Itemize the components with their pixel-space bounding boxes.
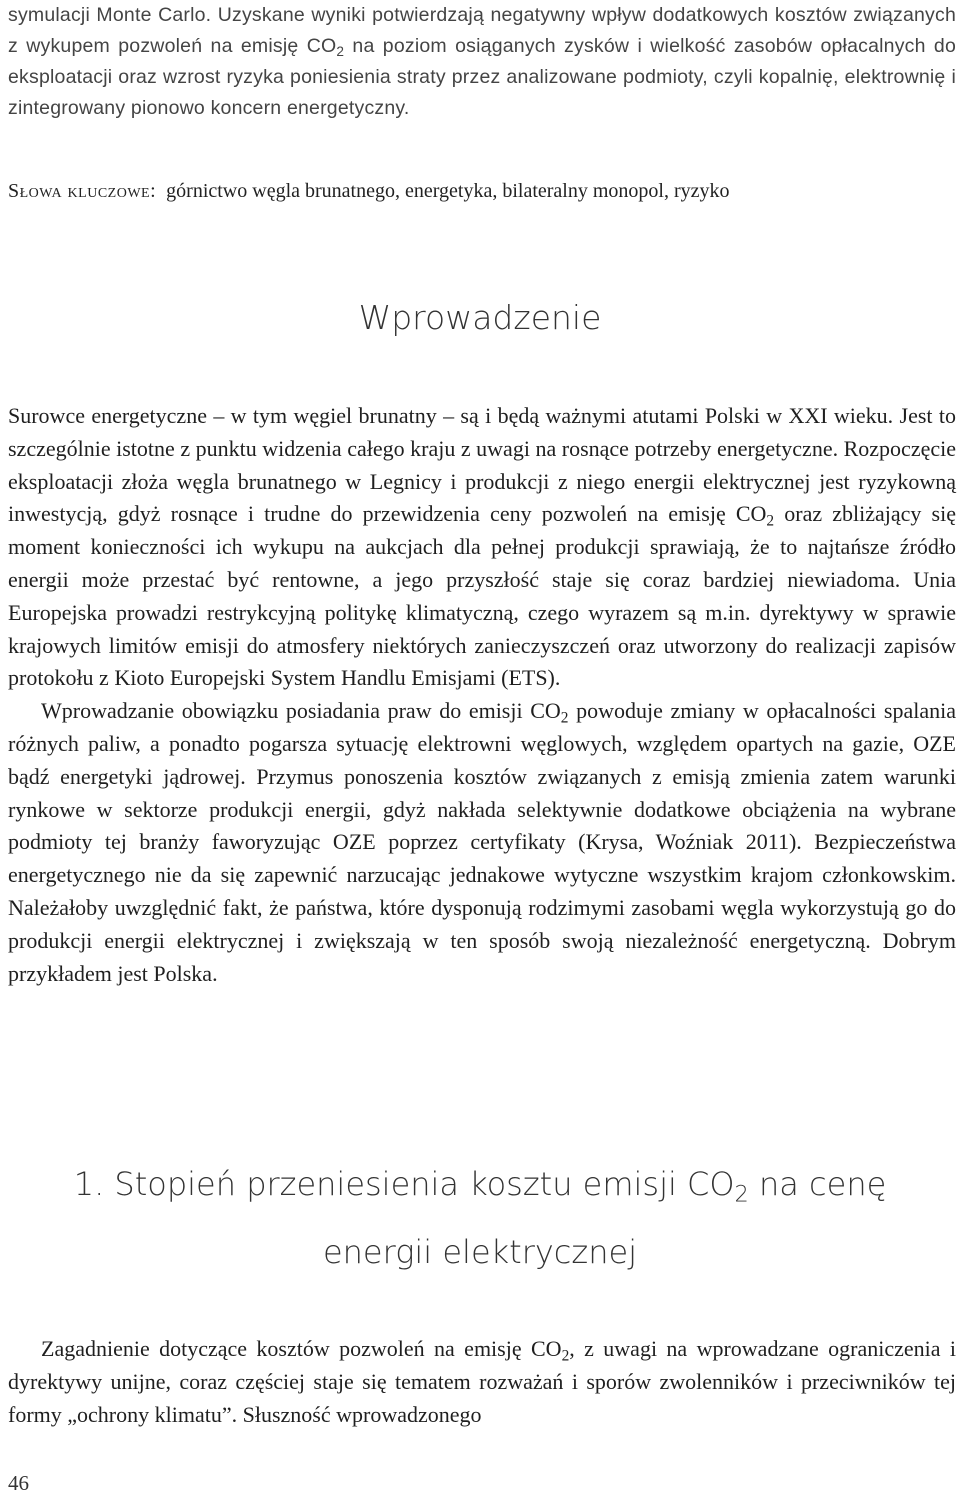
abstract-text-end: na poziom osiąganych zysków i wielkość zasobów opłacalnych do eksploatacji oraz wzrost ryzyka poniesienia straty przez analizowane podmioty, czyli kopalnię, elektrownię i zintegrowany pionowo koncern energetyczny. [8,35,956,119]
page-number: 46 [8,1471,29,1495]
intro-text: powoduje zmiany w opłacalności spalania różnych paliw, a ponadto pogarsza sytuację elektrowni węglowych, względem opartych na gazie, OZE bądź energetyki jądrowej. Przymus ponoszenia kosztów związanych z emisją zmienia zatem warunki rynkowe w sektorze produkcji energii, gdyż nakłada selektywnie dodatkowe obciążenia na wybrane podmioty tej branży faworyzując OZE poprzez certyfikaty (Krysa, Woźniak 2011). Bezpieczeństwa energetycznego nie da się zapewnić narzucając jednakowe wytyczne wszystkim krajom członkowskim. Należałoby uwzględnić fakt, że państwa, które dysponują rodzimymi zasobami węgla wykorzystują go do produkcji energii elektrycznej i zwiększają w ten sposób swoją niezależność energetyczną. Dobrym przykładem jest Polska. [8,698,956,986]
keywords [8,176,956,206]
intro-body [8,400,956,990]
keywords-text: górnictwo węgla brunatnego, energetyka, bilateralny monopol, ryzyko [166,180,730,202]
section-paragraph [8,1332,956,1431]
section-heading [20,1150,940,1286]
abstract-paragraph [8,0,956,124]
section-body [8,1332,956,1431]
section-text: Zagadnienie dotyczące kosztów pozwoleń na emisję CO [41,1336,562,1361]
abstract [8,0,956,124]
intro-text: Surowce energetyczne – w tym węgiel brunatny – są i będą ważnymi atutami Polski w XXI wieku. Jest to szczególnie istotne z punktu widzenia całego kraju z uwagi na rosnące potrzeby energetyczne. Rozpoczęcie eksploatacji złoża węgla brunatnego w Legnicy i produkcji z niego energii elektrycznej jest ryzykowną inwestycją, gdyż rosnące i trudne do przewidzenia ceny pozwoleń na emisję CO [8,403,956,527]
subscript: 2 [734,1181,749,1208]
subscript: 2 [766,513,775,530]
intro-text: Wprowadzanie obowiązku posiadania praw do emisji CO [41,698,561,724]
intro-heading: Wprowadzenie [358,298,602,337]
keywords-label: Słowa kluczowe: [8,180,157,202]
section-heading-text: 1. Stopień przeniesienia kosztu emisji CO [73,1165,735,1203]
subscript: 2 [560,709,569,727]
intro-text: oraz zbliżający się moment konieczności ich wykupu na aukcjach dla pełnej produkcji sprawiają, że to najtańsze źródło energii może przestać być rentowne, a jego przyszłość staje się coraz bardziej niewiadoma. Unia Europejska prowadzi restrykcyjną politykę klimatyczną, czego wyrazem są m.in. dyrektywy w sprawie krajowych limitów emisji do atmosfery niektórych zanieczyszczeń oraz utworzony do realizacji zapisów protokołu z Kioto Europejski System Handlu Emisjami (ETS). [8,501,956,691]
subscript: 2 [336,44,345,60]
abstract-text: symulacji Monte Carlo. Uzyskane wyniki potwierdzają negatywny wpływ dodatkowych kosztów związanych z wykupem pozwoleń na emisję CO [8,4,956,57]
section-heading-text: na cenę energii elektrycznej [322,1165,887,1271]
subscript: 2 [561,1347,570,1365]
intro-paragraph-1 [8,400,956,695]
section-text: , z uwagi na wprowadzane ograniczenia i dyrektywy unijne, coraz częściej staje się tematem rozważań i sporów zwolenników i przeciwników tej formy „ochrony klimatu”. Słuszność wprowadzonego [8,1336,956,1427]
intro-paragraph-2 [8,695,956,990]
